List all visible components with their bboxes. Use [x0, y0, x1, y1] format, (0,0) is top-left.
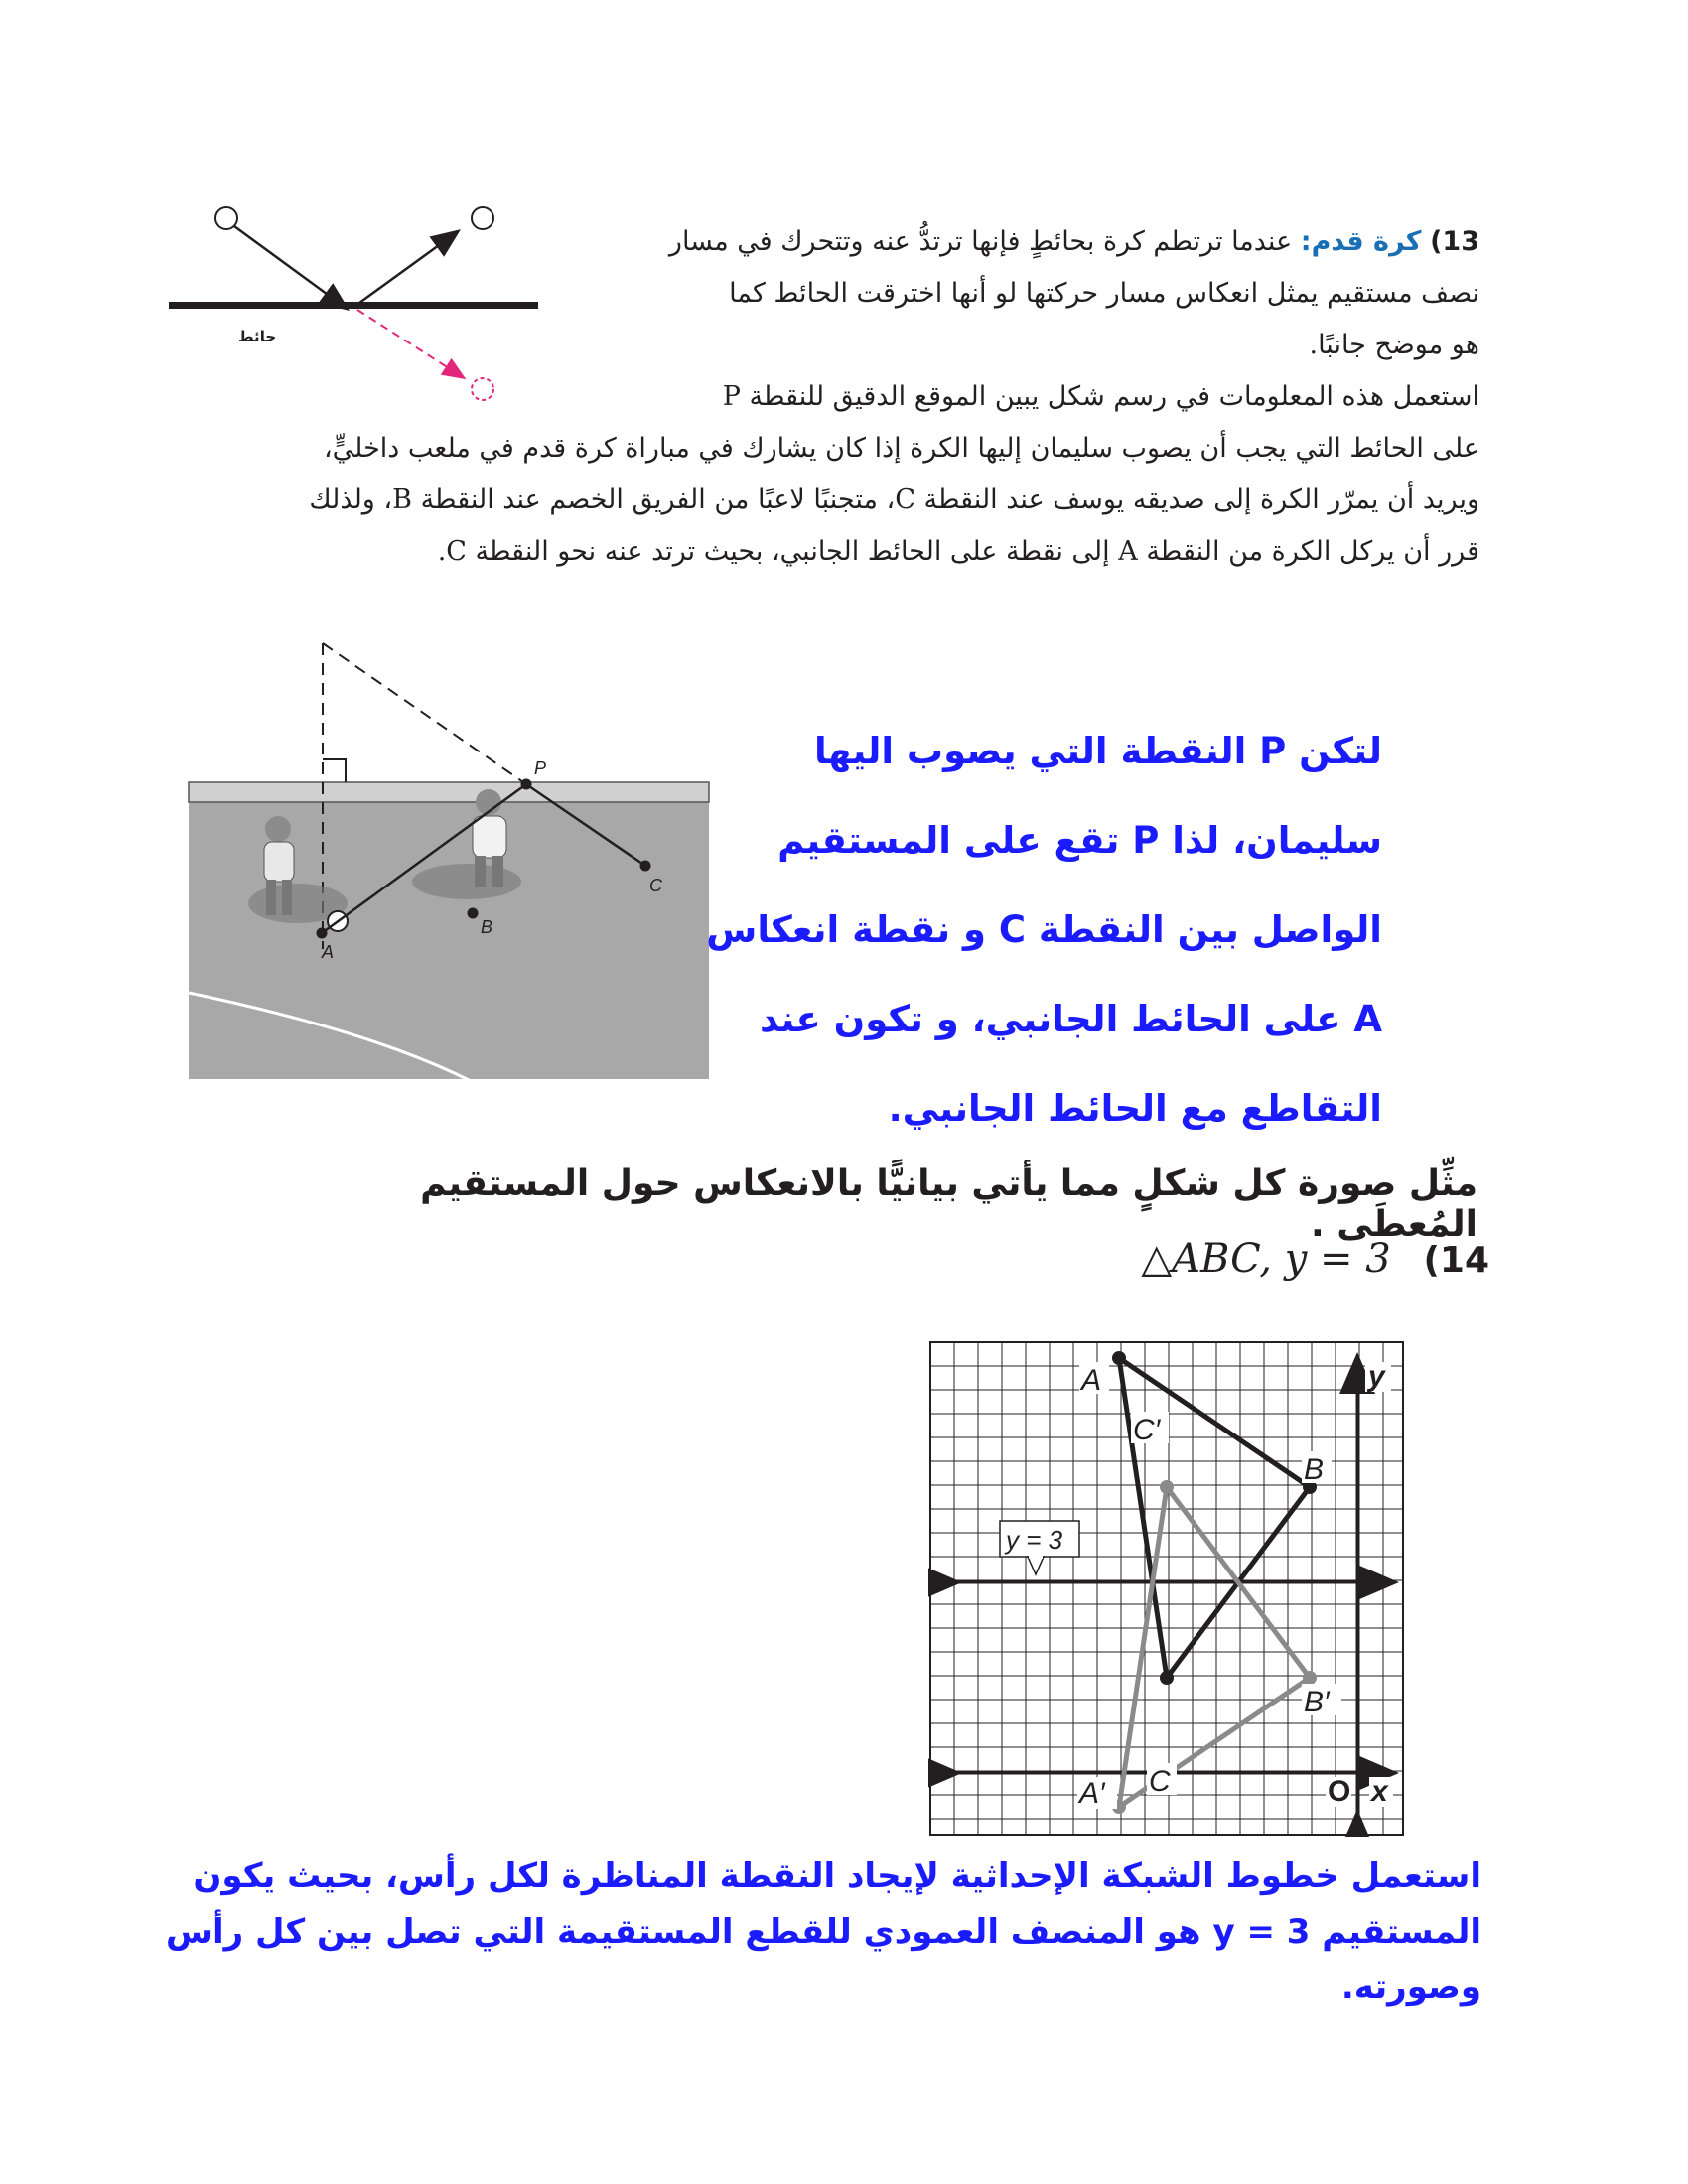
point-p: [521, 779, 532, 790]
label-b-prime: B′: [1304, 1686, 1330, 1718]
label-a: A: [322, 942, 335, 962]
point-c: [640, 861, 651, 872]
q13-line-6: ويريد أن يمرّر الكرة إلى صديقه يوسف عند النقطة C، متجنبًا لاعبًا من الفريق الخصم عند النقطة B، ولذلك: [309, 484, 1479, 515]
point-a: [317, 928, 328, 939]
q13-line-5: على الحائط التي يجب أن يصوب سليمان إليها الكرة إذا كان يشارك في مباراة كرة قدم في ملعب داخليٍّ،: [323, 433, 1479, 464]
answer-14-line: وصورته.: [1340, 1968, 1481, 2007]
wall-label: حائط: [238, 328, 277, 345]
incoming-path: [234, 226, 346, 308]
vertex-a: [1112, 1351, 1126, 1365]
label-b: B: [1304, 1453, 1325, 1486]
answer-14-line: استعمل خطوط الشبكة الإحداثية لإيجاد النقطة المناظرة لكل رأس، بحيث يكون: [193, 1856, 1481, 1896]
answer-13-line: A على الحائط الجانبي، و تكون عند: [760, 998, 1382, 1040]
answer-13-line: الواصل بين النقطة C و نقطة انعكاس: [706, 908, 1382, 951]
label-c: C: [1149, 1765, 1171, 1798]
answer-14: [101, 1848, 1481, 2015]
q13-line-4: استعمل هذه المعلومات في رسم شكل يبين الموقع الدقيق للنقطة P: [722, 381, 1479, 412]
question-number: (14: [1423, 1240, 1489, 1281]
question-number: 13): [1430, 226, 1479, 257]
right-angle-mark: [323, 759, 346, 782]
coordinate-grid-graph: [928, 1340, 1405, 1837]
answer-14-line: المستقيم y = 3 هو المنصف العمودي للقطع المستقيمة التي تصل بين كل رأس: [166, 1912, 1481, 1952]
label-x-axis: x: [1371, 1775, 1388, 1808]
q13-line-3: هو موضح جانبًا.: [1309, 330, 1479, 360]
reflected-path: [355, 232, 457, 306]
side-wall: [189, 782, 709, 802]
soccer-field-figure: [179, 625, 715, 1102]
q13-line-7: قرر أن يركل الكرة من النقطة A إلى نقطة على الحائط الجانبي، بحيث ترتد عنه نحو النقطة C.: [437, 536, 1479, 567]
wall-line: [169, 302, 538, 309]
section-instruction: مثِّل صورة كل شكلٍ مما يأتي بيانيًّا بالانعكاس حول المستقيم المُعطَى .: [420, 1163, 1477, 1245]
label-a: A: [1081, 1364, 1102, 1397]
vertex-b-prime: [1303, 1671, 1317, 1685]
label-c-prime: C′: [1133, 1414, 1161, 1446]
wall-reflection-diagram: [159, 199, 556, 417]
vertex-c-prime: [1160, 1480, 1174, 1494]
ball-projected: [472, 378, 493, 400]
ball-end: [472, 207, 493, 229]
label-b: B: [481, 917, 493, 937]
q13-line-1: 13) كرة قدم: عندما ترتطم كرة بحائطٍ فإنها ترتدُّ عنه وتتحرك في مسار: [668, 226, 1479, 257]
answer-13-line: سليمان، لذا P تقع على المستقيم: [777, 819, 1382, 862]
vertex-c: [1160, 1671, 1174, 1685]
answer-13-line: لتكن P النقطة التي يصوب اليها: [814, 730, 1382, 772]
label-y-axis: y: [1368, 1360, 1385, 1393]
label-origin: O: [1328, 1775, 1351, 1808]
question-topic: كرة قدم:: [1300, 226, 1422, 257]
label-p: P: [534, 758, 547, 778]
answer-13-line: التقاطع مع الحائط الجانبي.: [888, 1087, 1382, 1130]
point-b: [468, 908, 479, 919]
ball-start: [215, 207, 237, 229]
label-c: C: [649, 876, 662, 895]
line-tag-pointer: [1028, 1557, 1044, 1574]
dashed-diagonal: [323, 643, 526, 784]
answer-13: [667, 707, 1382, 1154]
q14-expression: △ABC, y = 3: [1141, 1236, 1391, 1282]
q13-line-2: نصف مستقيم يمثل انعكاس مسار حركتها لو أنها اخترقت الحائط كما: [729, 278, 1479, 309]
label-a-prime: A′: [1079, 1777, 1105, 1810]
line-tag-text: y = 3: [1006, 1525, 1063, 1555]
question-14: [1141, 1236, 1489, 1282]
projected-path: [357, 310, 463, 377]
